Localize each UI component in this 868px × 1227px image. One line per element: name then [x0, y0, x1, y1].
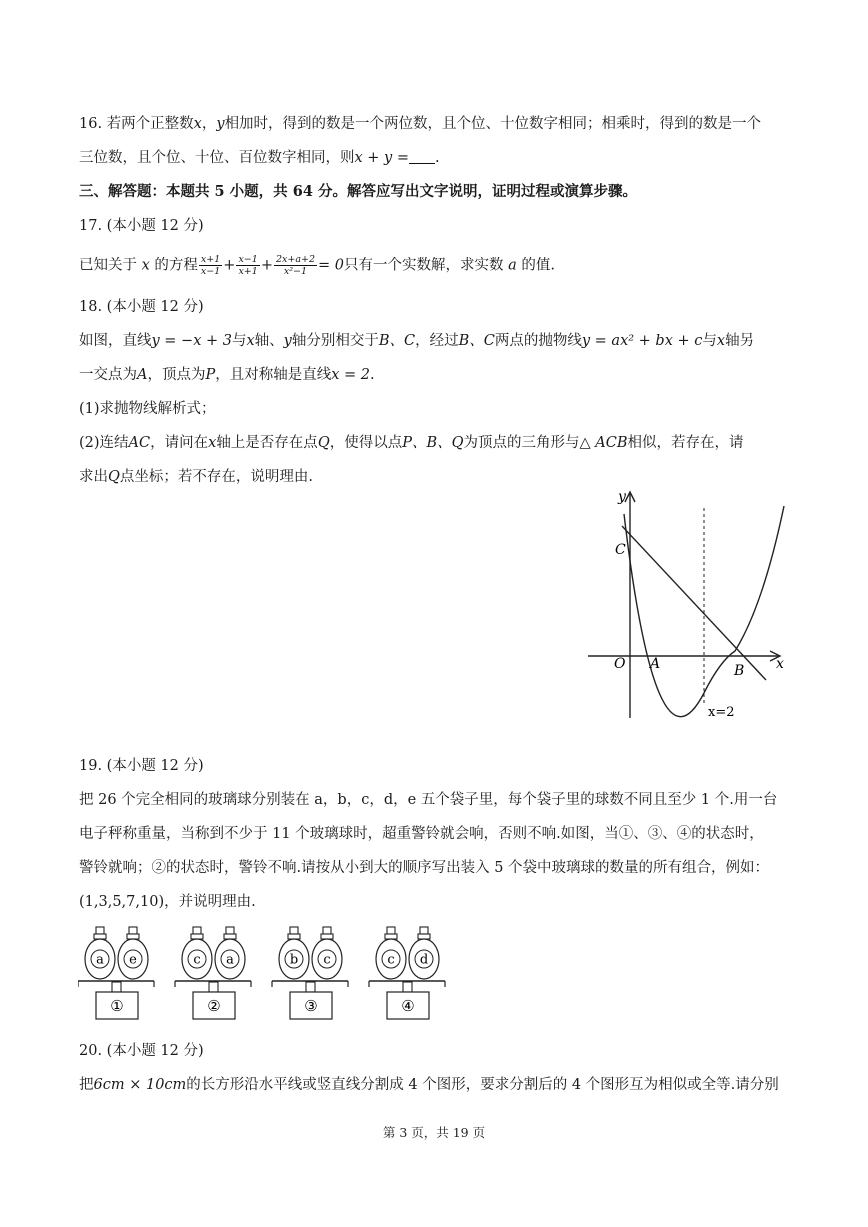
bag-neck — [387, 927, 395, 934]
q18-text: ，顶点为 — [147, 367, 206, 383]
q18-text: ，请问在 — [150, 435, 209, 451]
q18-text: ，且对称轴是直线 — [215, 367, 332, 383]
parabola-figure — [580, 486, 795, 726]
q19-line1: 把 26 个完全相同的玻璃球分别装在 a，b，c，d，e 五个袋子里，每个袋子里的球数不同且至少 1 个.用一台 — [79, 792, 778, 808]
q16-text: 16. 若两个正整数 — [79, 116, 194, 132]
fraction-denominator: x²−1 — [283, 266, 308, 277]
q18-text: 一交点为 — [79, 367, 137, 383]
q17-body — [79, 254, 555, 277]
point-q: Q — [108, 469, 120, 485]
q18-text: 与 — [231, 333, 247, 349]
point-c-label: C — [615, 542, 626, 558]
q19-line2: 电子秤称重量，当称到不少于 11 个玻璃球时，超重警铃就会响，否则不响.如图，当①、③、④的状态时， — [79, 826, 764, 842]
scales-figure — [78, 925, 478, 1025]
points-bc: B、C — [458, 333, 495, 349]
scale-2 — [175, 927, 251, 1019]
scale-stem — [306, 982, 315, 992]
q19-header: 19. (本小题 12 分) — [79, 758, 204, 774]
bag-tie — [127, 934, 139, 939]
var-x: x — [246, 333, 255, 349]
q18-text: 轴分别相交于 — [291, 333, 379, 349]
q17-text: 已知关于 — [79, 257, 137, 274]
q18-text: 求出 — [79, 469, 108, 485]
fraction-1 — [199, 254, 222, 277]
plus-sign: + — [260, 257, 273, 274]
var-x: x — [141, 257, 150, 274]
bag-tie — [418, 934, 430, 939]
var-y: y — [216, 116, 225, 132]
bag-label: c — [323, 952, 331, 968]
q16-text: 三位数，且个位、十位、百位数字相同，则 — [79, 150, 355, 166]
q17-text: 的方程 — [154, 257, 198, 274]
q18-header: 18. (本小题 12 分) — [79, 299, 204, 315]
bag-label: c — [193, 952, 201, 968]
q18-text: 如图，直线 — [79, 333, 152, 349]
q18-sub1: (1)求抛物线解析式； — [79, 401, 216, 417]
rectangle-dimensions: 6cm × 10cm — [93, 1077, 187, 1093]
q18-text: 相似，若存在，请 — [627, 435, 744, 451]
period: . — [370, 367, 375, 383]
scale-stem — [112, 982, 121, 992]
segment-ac: AC — [128, 435, 151, 451]
var-a: a — [508, 257, 517, 274]
bag-neck — [96, 927, 104, 934]
bag-label: a — [96, 952, 104, 968]
fraction-numerator: x+1 — [200, 254, 221, 265]
bag-c — [376, 927, 406, 979]
point-q: Q — [317, 435, 330, 451]
plus-sign: + — [223, 257, 236, 274]
fraction-denominator: x+1 — [238, 266, 258, 277]
q18-text: 点坐标；若不存在，说明理由. — [119, 469, 313, 485]
fraction-numerator: x−1 — [238, 254, 258, 265]
points-pbq: P、B、Q — [402, 435, 464, 451]
line-bc — [622, 526, 766, 680]
q18-text: ，经过 — [415, 333, 459, 349]
bag-label: d — [419, 952, 429, 968]
bag-c — [312, 927, 342, 979]
scale-4 — [369, 927, 445, 1019]
q17-text: 的值. — [521, 257, 555, 274]
bag-c — [182, 927, 212, 979]
q17-header: 17. (本小题 12 分) — [79, 218, 204, 234]
bag-label: a — [226, 952, 234, 968]
fraction-numerator: 2x+a+2 — [275, 254, 315, 265]
scale-stem — [209, 982, 218, 992]
var-x: x — [716, 333, 726, 349]
q18-text: 轴另 — [725, 333, 755, 349]
q17-text: 只有一个实数解，求实数 — [343, 257, 504, 274]
bag-tie — [224, 934, 236, 939]
var-x: x — [193, 116, 202, 132]
point-a-label: A — [650, 656, 661, 672]
fraction-2 — [236, 254, 259, 277]
points-bc: B、C — [378, 333, 416, 349]
scale-label: ③ — [304, 997, 318, 1015]
comma: ， — [201, 116, 217, 132]
axis-equation: x = 2 — [331, 367, 371, 383]
bag-neck — [129, 927, 137, 934]
q18-text: ，使得以点 — [329, 435, 403, 451]
q19-line4: (1,3,5,7,10)，并说明理由. — [79, 894, 256, 910]
bag-tie — [191, 934, 203, 939]
bag-tie — [94, 934, 106, 939]
bag-b — [279, 927, 309, 979]
q16-line2 — [79, 147, 440, 169]
bag-tie — [321, 934, 333, 939]
period: . — [435, 150, 440, 166]
q16-line1 — [79, 113, 761, 135]
bag-neck — [226, 927, 234, 934]
scales-svg — [78, 925, 478, 1025]
q18-line1 — [79, 330, 754, 352]
scale-label: ① — [110, 997, 124, 1015]
bag-neck — [193, 927, 201, 934]
bag-neck — [323, 927, 331, 934]
bag-tie — [385, 934, 397, 939]
x-axis-label: x — [776, 656, 784, 672]
q20-text: 把 — [79, 1077, 94, 1093]
y-axis-label: y — [618, 489, 626, 505]
q18-text: 轴上是否存在点 — [216, 435, 318, 451]
line-equation: y = −x + 3 — [151, 333, 232, 349]
q18-text: 与 — [702, 333, 717, 349]
fraction-3 — [274, 254, 317, 277]
scale-1 — [78, 927, 154, 1019]
scale-label: ② — [207, 997, 221, 1015]
q20-header: 20. (本小题 12 分) — [79, 1043, 204, 1059]
bag-d — [409, 927, 439, 979]
q18-text: 轴、 — [254, 333, 284, 349]
point-a: A — [137, 367, 148, 383]
answer-blank — [409, 149, 435, 164]
section3-heading: 三、解答题：本题共 5 小题，共 64 分。解答应写出文字说明，证明过程或演算步骤。 — [79, 183, 637, 200]
page-footer: 第 3 页，共 19 页 — [382, 1125, 486, 1140]
q20-text: 的长方形沿水平线或竖直线分割成 4 个图形，要求分割后的 4 个图形互为相似或全等.请分别 — [186, 1077, 779, 1093]
q20-line1 — [79, 1074, 779, 1096]
q18-sub2-line2 — [79, 466, 313, 488]
q16-text: 相加时，得到的数是一个两位数，且个位、十位数字相同；相乘时，得到的数是一个 — [224, 116, 762, 132]
scale-stem — [403, 982, 412, 992]
point-b-label: B — [734, 663, 745, 679]
scale-3 — [272, 927, 348, 1019]
parabola-equation: y = ax² + bx + c — [581, 333, 703, 349]
q18-text: (2)连结 — [79, 435, 129, 451]
fraction-denominator: x−1 — [200, 266, 221, 277]
point-p: P — [205, 367, 216, 383]
bag-a — [215, 927, 245, 979]
var-y: y — [283, 333, 292, 349]
triangle-acb: △ ACB — [579, 435, 628, 451]
bag-neck — [290, 927, 298, 934]
bag-label: e — [129, 952, 137, 968]
q19-line3: 警铃就响；②的状态时，警铃不响.请按从小到大的顺序写出装入 5 个袋中玻璃球的数量的所有组合，例如： — [79, 860, 770, 876]
bag-label: c — [387, 952, 395, 968]
var-x: x — [208, 435, 217, 451]
scale-label: ④ — [401, 997, 415, 1015]
q18-line2 — [79, 364, 375, 386]
bag-tie — [288, 934, 300, 939]
q16-expression: x + y = — [354, 150, 409, 166]
bag-a — [85, 927, 115, 979]
q18-sub2-line1 — [79, 432, 744, 454]
bag-neck — [420, 927, 428, 934]
equals-zero: = 0 — [318, 257, 344, 274]
bag-e — [118, 927, 148, 979]
bag-label: b — [289, 952, 299, 968]
origin-label: O — [614, 656, 626, 672]
symmetry-axis-label: x=2 — [708, 705, 735, 720]
q18-text: 两点的抛物线 — [494, 333, 582, 349]
q18-text: 为顶点的三角形与 — [463, 435, 580, 451]
